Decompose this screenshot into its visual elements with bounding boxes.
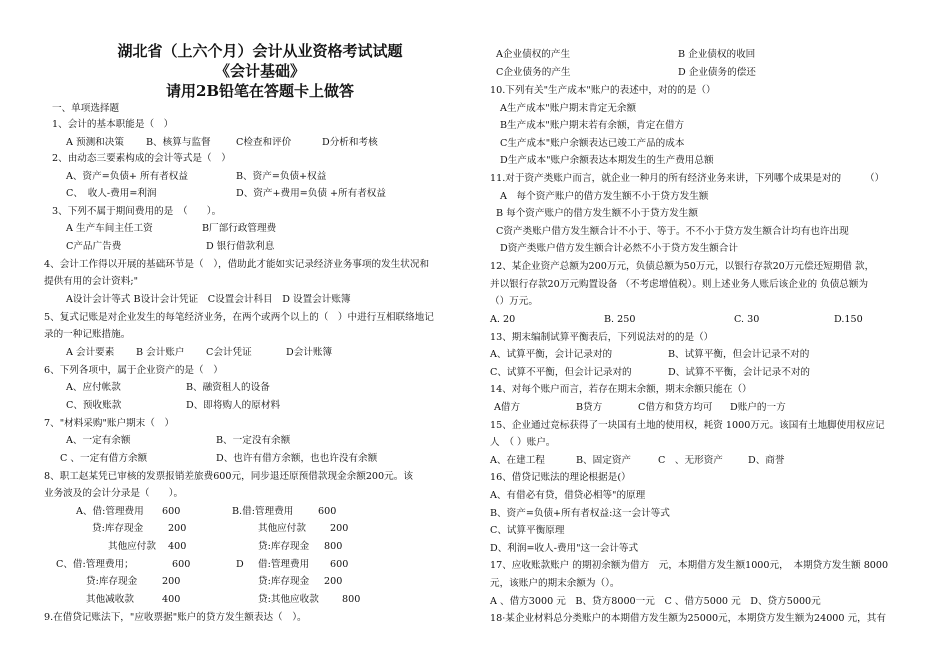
option-b: B 每个资产账户的借方发生额不小于贷方发生额 [496, 208, 698, 219]
question-3: 3、下列不属于期间费用的是 （ ）。 [52, 206, 222, 217]
option-a: A生产成本"账户期末肯定无余额 [500, 103, 637, 114]
option-b: B贷方 [576, 402, 603, 413]
entry-a-credit-amount: 200 [168, 523, 187, 534]
option-c: C、试算平衡原理 [490, 525, 565, 536]
option-d: D.150 [834, 314, 863, 325]
option-c: C、 收人-费用=利润 [66, 188, 157, 199]
option-d: D、利润=收人-费用"这一会计等式 [490, 543, 639, 554]
option-a: A、试算平衡，会计记录对的 [490, 349, 613, 360]
option-b: B生产成本"账户期末若有余额，肯定在借方 [500, 120, 685, 131]
option-d: D、即将购人的原材料 [186, 400, 281, 411]
entry-b-credit2: 贷:库存现金 [258, 541, 310, 552]
entry-c-credit-amount: 200 [162, 576, 181, 587]
entry-c-credit2: 其他减收款 [86, 594, 134, 605]
option-d: D 企业债务的偿还 [678, 67, 756, 78]
option-c: C、预收账款 [66, 400, 122, 411]
entry-d-debit-amount: 600 [330, 559, 349, 570]
exam-instruction: 请用2B铅笔在答题卡上做答 [165, 82, 355, 100]
entry-d-label: D [236, 559, 244, 570]
exam-title: 湖北省（上六个月）会计从业资格考试试题 [117, 42, 403, 60]
option-d: D分析和考核 [322, 137, 378, 148]
question-11: 11.对于资产类账户而言，就企业一种月的所有经济业务来讲，下列哪个成果是对的 （） [490, 173, 885, 184]
question-14: 14、对每个账户而言，若存在期末余额，期末余额只能在（） [490, 384, 752, 395]
option-a: A、资产=负债+ 所有者权益 [66, 171, 188, 182]
entry-b-debit: B.借:管理费用 [232, 506, 294, 517]
section-heading: 一、单项选择题 [52, 103, 120, 114]
question-4-options: A设计会计等式 B设计会计凭证 C设置会计科目 D 设置会计账簿 [66, 294, 351, 305]
question-12-line2: 并以银行存款20万元购置设备 （不考虑增值税）。则上述业务人账后该企业的 负债总额为 [490, 279, 869, 290]
option-d: D、资产+费用=负债 +所有者权益 [236, 188, 386, 199]
option-a: A、一定有余额 [66, 435, 131, 446]
entry-b-credit: 其他应付款 [258, 523, 306, 534]
option-c: C产品广告费 [66, 241, 122, 252]
question-16: 16、借贷记账法的理论根据是(） [490, 472, 631, 483]
entry-a-credit2: 其他应付款 [108, 541, 156, 552]
entry-c-credit: 贷:库存现金 [86, 576, 138, 587]
option-b: B厂部行政管理费 [202, 223, 277, 234]
question-8-line2: 业务波及的会计分录是（ ）。 [44, 488, 184, 499]
option-c: C会计凭证 [206, 347, 252, 358]
question-12-line1: 12、某企业资产总额为200万元，负债总额为50万元，以银行存款20万元偿还短期借 款， [490, 261, 875, 272]
entry-c-debit-amount: 600 [172, 559, 191, 570]
entry-b-credit-amount: 200 [330, 523, 349, 534]
entry-d-credit2: 贷:其他应收款 [258, 594, 319, 605]
question-7: 7、"材料采购"账户期末（ ） [44, 418, 175, 429]
entry-d-credit: 贷:库存现金 [258, 576, 310, 587]
entry-b-credit2-amount: 800 [324, 541, 343, 552]
option-a: A、在建工程 [490, 455, 545, 466]
option-c: C 、一定有借方余额 [60, 453, 148, 464]
option-b: B、固定资产 [576, 455, 632, 466]
option-c: C 、无形资产 [658, 455, 723, 466]
option-a: A. 20 [490, 314, 516, 325]
question-13: 13、期末编制试算平衡表后，下列说法对的的是（） [490, 332, 714, 343]
question-5-line1: 5、复式记账是对企业发生的每笔经济业务，在两个或两个以上的（ ）中进行互相联络地记 [44, 312, 434, 323]
option-d: D生产成本"账户余额表达本期发生的生产费用总额 [500, 155, 714, 166]
question-2: 2、由动态三要素构成的会计等式是（ ） [52, 153, 231, 164]
question-17-options: A 、借方3000 元 B、贷方8000一元 C 、借方5000 元 D、贷方5000元 [490, 596, 821, 607]
option-b: B 会计账户 [136, 347, 185, 358]
option-b: B、一定没有余额 [216, 435, 291, 446]
option-c: C借方和贷方均可 [638, 402, 713, 413]
option-a: A企业债权的产生 [496, 49, 571, 60]
option-a: A 每个资产账户的借方发生额不小于贷方发生额 [500, 191, 709, 202]
question-18: 18·某企业材料总分类账户的本期借方发生额为25000元，本期贷方发生额为24000 元，其有 [490, 613, 886, 624]
option-b: B 企业债权的收回 [678, 49, 756, 60]
option-c: C检查和评价 [236, 137, 292, 148]
option-a: A、应付帐款 [66, 382, 121, 393]
option-c: C企业债务的产生 [496, 67, 571, 78]
option-d: D账户的一方 [730, 402, 786, 413]
question-4-line2: 提供有用的会计资料;" [44, 276, 138, 287]
question-15-line1: 15、企业通过竞标获得了一块国有土地的使用权，耗资 1000万元。该国有土地脚使用权应记 [490, 420, 885, 431]
question-4-line1: 4、会计工作得以开展的基础环节是（ ），借助此才能如实记录经济业务事项的发生状况和 [44, 259, 430, 270]
option-d: D、试算不平衡，会计记录不对的 [668, 367, 811, 378]
entry-a-debit: A、借:管理费用 [76, 506, 144, 517]
question-17-line2: 元，该账户的期末余额为（）。 [490, 578, 620, 589]
option-a: A 会计要素 [66, 347, 115, 358]
option-b: B、资产=负债+所有者权益:这一会计等式 [490, 508, 670, 519]
option-a: A借方 [494, 402, 521, 413]
option-d: D、也许有借方余额，也也许没有余额 [216, 453, 378, 464]
option-b: B. 250 [604, 314, 636, 325]
question-15-line2: 人 （ ）账户。 [490, 437, 556, 448]
option-a: A、有借必有贷，借贷必相等"的原理 [490, 490, 646, 501]
option-a: A 预测和决策 [66, 137, 124, 148]
question-1: 1、会计的基本职能是（ ） [52, 119, 174, 130]
option-d: D 银行借款利息 [206, 241, 275, 252]
option-c: C. 30 [734, 314, 760, 325]
question-9: 9.在借贷记账法下，"应收票据"账户的贷方发生额表达（ ）。 [44, 612, 307, 623]
entry-c-debit: C、借:管理费用； [56, 559, 134, 570]
option-a: A 生产车间主任工资 [66, 223, 153, 234]
question-6: 6、下列各项中，属于企业资产的是（ ） [44, 365, 223, 376]
option-b: B、试算平衡，但会计记录不对的 [668, 349, 810, 360]
option-b: B、融资租人的设备 [186, 382, 270, 393]
entry-a-debit-amount: 600 [162, 506, 181, 517]
option-c: C、试算不平衡，但会计记录对的 [490, 367, 632, 378]
question-12-line3: （）万元。 [490, 296, 538, 307]
entry-a-credit: 贷:库存现金 [92, 523, 144, 534]
entry-d-credit-amount: 200 [324, 576, 343, 587]
option-d: D、商誉 [748, 455, 785, 466]
entry-d-credit2-amount: 800 [342, 594, 361, 605]
question-8-line1: 8、职工赵某凭已审核的发票报销差旅费600元，同步退还原预借款现金余额200元。该 [44, 471, 413, 482]
option-b: B、核算与监督 [146, 137, 211, 148]
question-5-line2: 录的一种记账措施。 [44, 329, 131, 340]
question-17-line1: 17、应收账款账户 的期初余额为借方 元，本期借方发生额1000元， 本期贷方发生额 8000 [490, 560, 889, 571]
entry-c-credit2-amount: 400 [162, 594, 181, 605]
exam-subject: 《会计基础》 [214, 62, 305, 80]
option-c: C生产成本"账户余额表达已竣工产品的成本 [500, 138, 685, 149]
question-10: 10.下列有关"生产成本"账户的表述中，对的的是（） [490, 85, 716, 96]
entry-d-debit: 借:管理费用 [258, 559, 310, 570]
option-d: D资产类账户借方发生额合计必然不小于贷方发生额合计 [500, 243, 738, 254]
option-d: D会计账簿 [286, 347, 333, 358]
entry-b-debit-amount: 600 [318, 506, 337, 517]
option-c: C资产类账户借方发生额合计不小于、等于。不不小于贷方发生额合计均有也许出现 [496, 226, 849, 237]
entry-a-credit2-amount: 400 [168, 541, 187, 552]
option-b: B、资产=负债+权益 [236, 171, 327, 182]
